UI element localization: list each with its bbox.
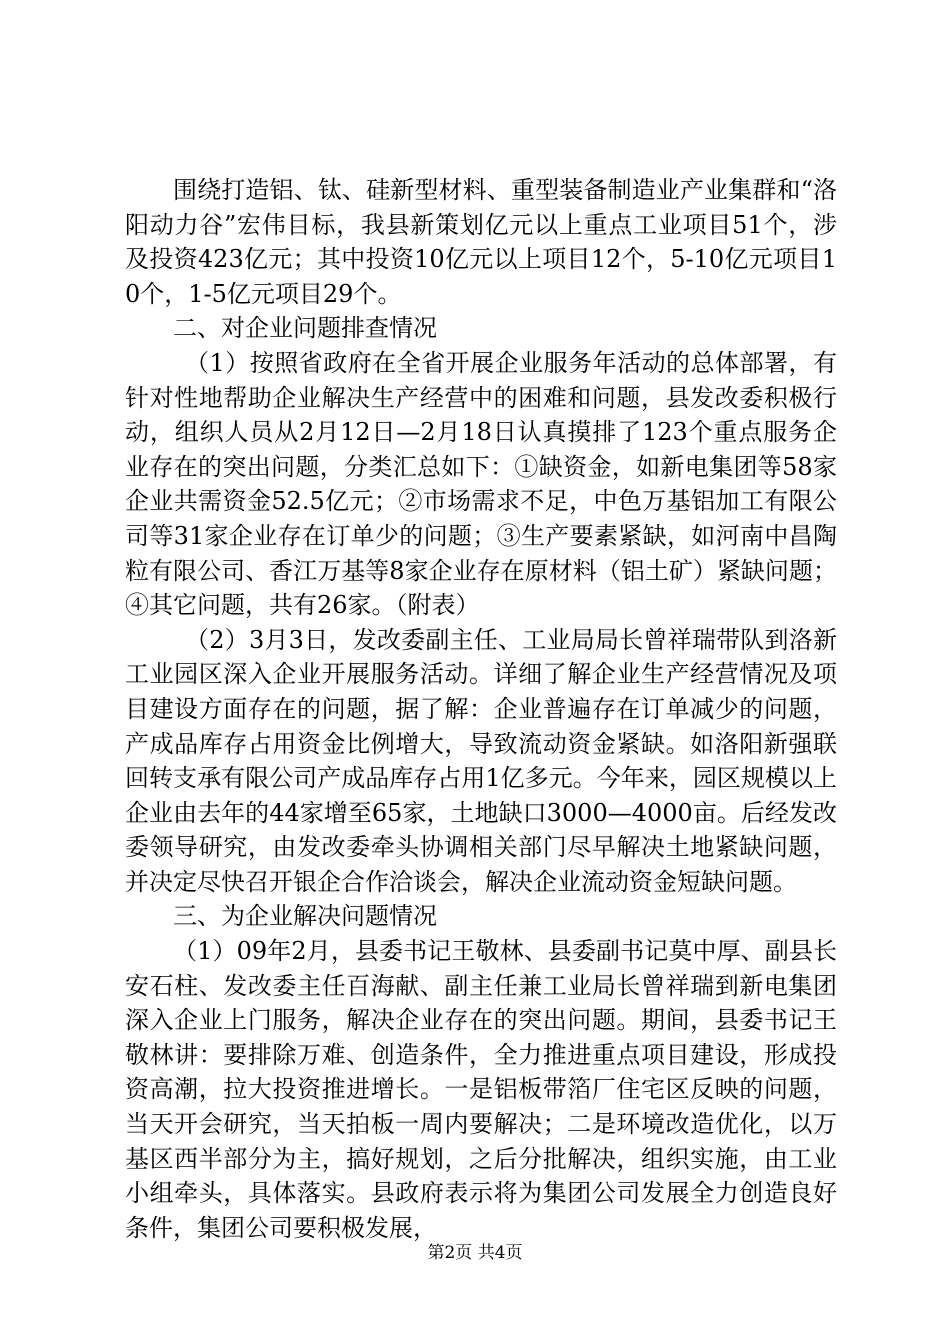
section-heading-problem-survey: 二、对企业问题排查情况 xyxy=(173,314,437,343)
paragraph-problem-solving-1: （1）09年2月，县委书记王敬林、县委副书记莫中厚、副县长安石柱、发改委主任百海献、副主任兼工业局长曾祥瑞到新电集团深入企业上门服务，解决企业存在的突出问题。期间，县委书记王敬林讲：要排除万难、创造条件，全力推进重点项目建设，形成投资高潮，拉大投资推进增长。一是铝板带箔厂住宅区反映的问题，当天开会研究，当天拍板一周内要解决；二是环境改造优化，以万基区西半部分为主，搞好规划，之后分批解决，组织实施，由工业小组牵头，具体落实。县政府表示将为集团公司发展全力创造良好条件，集团公司要积极发展， xyxy=(125,937,837,1242)
paragraph-problem-survey-1: （1）按照省政府在全省开展企业服务年活动的总体部署，有针对性地帮助企业解决生产经营中的困难和问题，县发改委积极行动，组织人员从2月12日—2月18日认真摸排了123个重点服务企业存在的突出问题，分类汇总如下：①缺资金，如新电集团等58家企业共需资金52.5亿元；②市场需求不足，中色万基铝加工有限公司等31家企业存在订单少的问题；③生产要素紧缺，如河南中昌陶粒有限公司、香江万基等8家企业存在原材料（铝土矿）紧缺问题；④其它问题，共有26家。（附表） xyxy=(125,348,837,620)
document-body xyxy=(125,173,837,1245)
paragraph-project-plan: 围绕打造铝、钛、硅新型材料、重型装备制造业产业集群和“洛阳动力谷”宏伟目标，我县新策划亿元以上重点工业项目51个，涉及投资423亿元；其中投资10亿元以上项目12个，5-10亿元项目10个，1-5亿元项目29个。 xyxy=(125,176,837,308)
section-heading-problem-solving: 三、为企业解决问题情况 xyxy=(173,902,437,931)
page-footer: 第2页 共4页 xyxy=(427,1243,523,1263)
paragraph-problem-survey-2: （2）3月3日，发改委副主任、工业局局长曾祥瑞带队到洛新工业园区深入企业开展服务活动。详细了解企业生产经营情况及项目建设方面存在的问题，据了解：企业普遍存在订单减少的问题，产成品库存占用资金比例增大，导致流动资金紧缺。如洛阳新强联回转支承有限公司产成品库存占用1亿多元。今年来，园区规模以上企业由去年的44家增至65家，土地缺口3000—4000亩。后经发改委领导研究，由发改委牵头协调相关部门尽早解决土地紧缺问题，并决定尽快召开银企合作洽谈会，解决企业流动资金短缺问题。 xyxy=(125,625,837,896)
